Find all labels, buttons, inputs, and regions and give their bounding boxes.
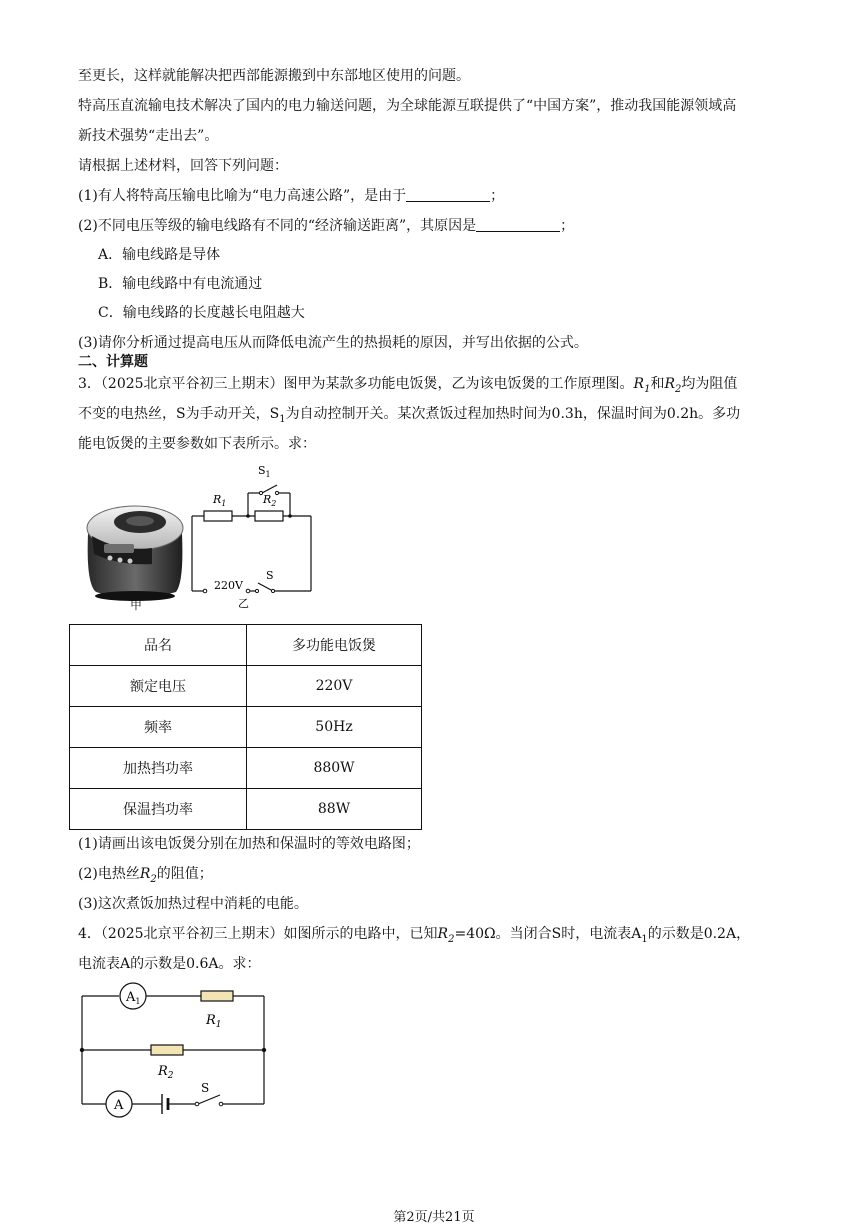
r2-symbol: R xyxy=(437,926,449,942)
question-3-sub-1: (1)请画出该电饭煲分别在加热和保温时的等效电路图； xyxy=(78,836,420,852)
table-cell: 多功能电饭煲 xyxy=(247,625,422,666)
table-row xyxy=(70,748,422,789)
page-footer: 第2页/共21页 xyxy=(393,1210,475,1225)
a1-ammeter-label: $A_1$ xyxy=(126,990,141,1006)
a-ammeter-label: A xyxy=(114,1098,124,1113)
question-3-line-1 xyxy=(78,374,737,400)
question-3-line-3: 能电饭煲的主要参数如下表所示。求： xyxy=(78,436,316,452)
answer-blank xyxy=(476,217,560,232)
conjunction: 和 xyxy=(650,376,665,392)
question-text: 为自动控制开关。某次煮饭过程加热时间为0.3h，保温时间为0.2h。多功 xyxy=(285,406,741,422)
subscript: 1 xyxy=(279,413,286,425)
question-text: 的示数是0.2A， xyxy=(647,926,751,942)
question-text: 的阻值； xyxy=(156,866,213,882)
question-text: (2)不同电压等级的输电线路有不同的“经济输送距离”，其原因是 xyxy=(78,218,477,234)
subscript: 2 xyxy=(448,933,455,945)
subscript: 1 xyxy=(641,933,648,945)
question-4-line-1 xyxy=(78,924,750,950)
section-heading: 二、计算题 xyxy=(78,354,148,370)
s-label: S xyxy=(266,569,274,582)
rice-cooker-image xyxy=(80,492,190,612)
paragraph: 特高压直流输电技术解决了国内的电力输送问题，为全球能源互联提供了“中国方案”，推动我国能源领域高 xyxy=(78,98,737,114)
question-text: 不变的电热丝，S为手动开关，S xyxy=(78,406,280,422)
question-text: (2)电热丝 xyxy=(78,866,140,882)
r1-label: $R_1$ xyxy=(213,493,227,508)
option-a: A．输电线路是导体 xyxy=(98,247,221,263)
table-row xyxy=(70,789,422,830)
table-row xyxy=(70,707,422,748)
question-text: 3．（2025北京平谷初三上期末）图甲为某款多功能电饭煲，乙为该电饭煲的工作原理图。 xyxy=(78,376,634,392)
punctuation: ； xyxy=(490,188,505,204)
r1-symbol: R xyxy=(633,376,645,392)
circuit-diagram-q4 xyxy=(72,982,272,1118)
figure-label-yi: 乙 xyxy=(238,597,249,610)
spec-table xyxy=(69,624,422,830)
circuit-diagram-yi xyxy=(180,455,330,615)
question-2-sub-1 xyxy=(78,186,504,206)
table-cell: 220V xyxy=(247,666,422,707)
paragraph: 至更长，这样就能解决把西部能源搬到中东部地区使用的问题。 xyxy=(78,68,470,84)
paragraph: 请根据上述材料，回答下列问题： xyxy=(78,158,288,174)
r2-label: $R_2$ xyxy=(158,1064,174,1081)
table-cell: 品名 xyxy=(70,625,247,666)
s1-label: $S_1$ xyxy=(258,464,271,479)
paragraph: 新技术强势“走出去”。 xyxy=(78,128,219,144)
question-4-line-2: 电流表A的示数是0.6A。求： xyxy=(78,956,261,972)
question-text: =40Ω。当闭合S时，电流表A xyxy=(454,926,642,942)
table-cell: 880W xyxy=(247,748,422,789)
voltage-label: 220V xyxy=(214,579,243,592)
table-cell: 保温挡功率 xyxy=(70,789,247,830)
subscript: 2 xyxy=(675,383,682,395)
table-row xyxy=(70,666,422,707)
subscript: 1 xyxy=(644,383,651,395)
table-cell: 50Hz xyxy=(247,707,422,748)
table-cell: 88W xyxy=(247,789,422,830)
option-b: B．输电线路中有电流通过 xyxy=(98,276,263,292)
table-cell: 额定电压 xyxy=(70,666,247,707)
r1-label: $R_1$ xyxy=(206,1013,222,1030)
question-text: (1)有人将特高压输电比喻为“电力高速公路”，是由于 xyxy=(78,188,407,204)
table-cell: 加热挡功率 xyxy=(70,748,247,789)
figure-label-jia: 甲 xyxy=(130,598,143,612)
table-cell: 频率 xyxy=(70,707,247,748)
question-2-sub-3: (3)请你分析通过提高电压从而降低电流产生的热损耗的原因，并写出依据的公式。 xyxy=(78,335,588,351)
table-row xyxy=(70,625,422,666)
punctuation: ； xyxy=(560,218,575,234)
question-text: 均为阻值 xyxy=(681,376,738,392)
r2-label: $R_2$ xyxy=(263,493,277,508)
r2-symbol: R xyxy=(664,376,676,392)
question-text: 4．（2025北京平谷初三上期末）如图所示的电路中，已知 xyxy=(78,926,438,942)
r2-symbol: R xyxy=(139,866,151,882)
answer-blank xyxy=(406,187,490,202)
question-3-sub-2 xyxy=(78,864,213,890)
question-3-sub-3: (3)这次煮饭加热过程中消耗的电能。 xyxy=(78,896,308,912)
option-c: C．输电线路的长度越长电阻越大 xyxy=(98,305,305,321)
s-label: S xyxy=(201,1081,210,1095)
subscript: 2 xyxy=(150,873,157,885)
question-2-sub-2 xyxy=(78,216,574,236)
question-3-line-2 xyxy=(78,404,740,430)
